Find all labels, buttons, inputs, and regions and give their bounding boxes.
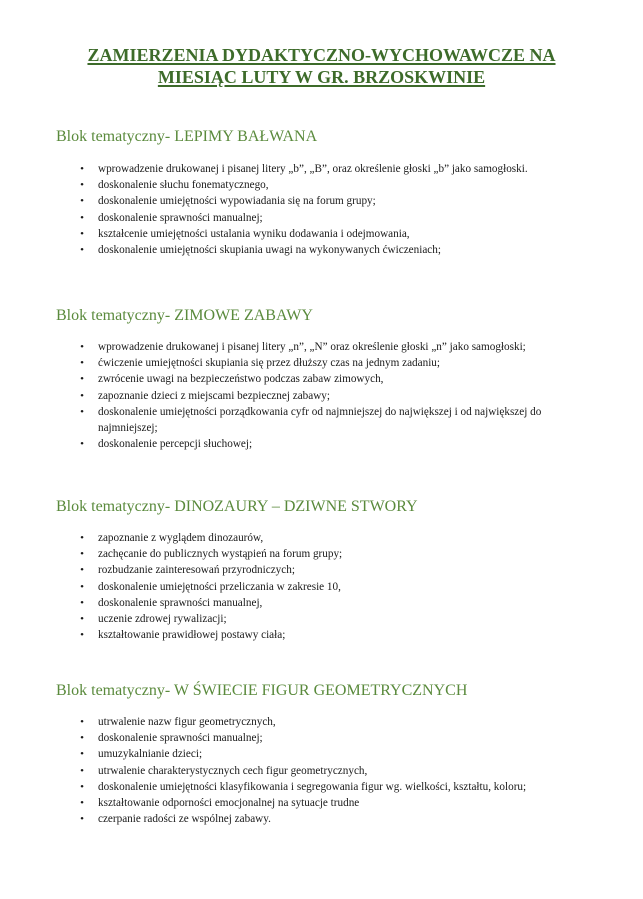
objectives-list: [56, 161, 586, 258]
list-item: [56, 595, 586, 611]
bullet-icon: •: [80, 629, 84, 642]
list-item-text: doskonalenie słuchu fonematycznego,: [98, 179, 269, 192]
list-item-text: utrwalenie charakterystycznych cech figur geometrycznych,: [98, 764, 368, 777]
bullet-icon: •: [80, 357, 84, 370]
bullet-icon: •: [80, 179, 84, 192]
bullet-icon: •: [80, 244, 84, 257]
section-heading: Blok tematyczny- ZIMOWE ZABAWY: [56, 307, 313, 324]
section-figury-geometryczne: [56, 681, 586, 827]
list-item-text: doskonalenie umiejętności porządkowania cyfr od najmniejszej do największej i od największej do najmniejszej;: [98, 405, 542, 435]
objectives-list: [56, 530, 586, 643]
list-item-text: utrwalenie nazw figur geometrycznych,: [98, 716, 276, 728]
list-item-text: uczenie zdrowej rywalizacji;: [98, 613, 227, 626]
list-item-text: doskonalenie umiejętności klasyfikowania i segregowania figur wg. wielkości, kształtu, koloru;: [98, 780, 527, 793]
list-item: [56, 161, 586, 177]
list-item: [56, 779, 586, 795]
list-item: [56, 611, 586, 627]
list-item: [56, 795, 586, 811]
list-item-text: doskonalenie sprawności manualnej;: [98, 211, 263, 224]
list-item-text: czerpanie radości ze wspólnej zabawy.: [98, 813, 271, 826]
page-title: [40, 44, 603, 88]
bullet-icon: •: [80, 780, 84, 793]
bullet-icon: •: [80, 532, 84, 544]
bullet-icon: •: [80, 732, 84, 745]
section-heading: Blok tematyczny- DINOZAURY – DZIWNE STWORY: [56, 498, 418, 515]
list-item: [56, 714, 586, 730]
objectives-list: [56, 339, 586, 452]
title-line-2: MIESIĄC LUTY W GR. BRZOSKWINIE: [157, 67, 486, 87]
list-item: [56, 730, 586, 746]
bullet-icon: •: [80, 596, 84, 609]
bullet-icon: •: [80, 227, 84, 240]
list-item-text: ćwiczenie umiejętności skupiania się przez dłuższy czas na jednym zadaniu;: [98, 357, 441, 370]
list-item-text: zapoznanie z wyglądem dinozaurów,: [98, 532, 264, 544]
list-item-text: zapoznanie dzieci z miejscami bezpiecznej zabawy;: [98, 389, 331, 402]
list-item: [56, 388, 586, 404]
bullet-icon: •: [80, 373, 84, 386]
bullet-icon: •: [80, 748, 84, 761]
section-heading: Blok tematyczny- W ŚWIECIE FIGUR GEOMETRYCZNYCH: [56, 682, 468, 699]
list-item: [56, 355, 586, 371]
section-lepimy-balwana: [56, 127, 586, 258]
list-item: [56, 371, 586, 387]
bullet-icon: •: [80, 580, 84, 593]
list-item: [56, 242, 586, 258]
list-item: [56, 546, 586, 562]
list-item-text: umuzykalnianie dzieci;: [98, 748, 203, 761]
list-item: [56, 210, 586, 226]
list-item: [56, 627, 586, 643]
list-item: [56, 193, 586, 209]
list-item: [56, 562, 586, 578]
list-item: [56, 579, 586, 595]
list-item: [56, 530, 586, 546]
bullet-icon: •: [80, 613, 84, 626]
bullet-icon: •: [80, 764, 84, 777]
bullet-icon: •: [80, 389, 84, 402]
list-item: [56, 177, 586, 193]
bullet-icon: •: [80, 405, 84, 418]
list-item-text: wprowadzenie drukowanej i pisanej litery „b”, „B”, oraz określenie głoski „b” jako samogłoski.: [98, 163, 528, 175]
list-item: [56, 746, 586, 762]
bullet-icon: •: [80, 564, 84, 577]
bullet-icon: •: [80, 797, 84, 810]
list-item-text: kształtowanie odporności emocjonalnej na sytuacje trudne: [98, 797, 360, 810]
bullet-icon: •: [80, 195, 84, 208]
list-item-text: doskonalenie umiejętności przeliczania w zakresie 10,: [98, 580, 341, 593]
bullet-icon: •: [80, 211, 84, 224]
list-item-text: doskonalenie percepcji słuchowej;: [98, 438, 253, 451]
list-item-text: doskonalenie umiejętności skupiania uwagi na wykonywanych ćwiczeniach;: [98, 244, 441, 257]
list-item-text: wprowadzenie drukowanej i pisanej litery „n”, „N” oraz określenie głoski „n” jako samogłoski;: [98, 341, 526, 353]
list-item-text: kształtowanie prawidłowej postawy ciała;: [98, 629, 286, 642]
bullet-icon: •: [80, 716, 84, 728]
bullet-icon: •: [80, 341, 84, 353]
bullet-icon: •: [80, 813, 84, 826]
bullet-icon: •: [80, 163, 84, 175]
list-item-text: zwrócenie uwagi na bezpieczeństwo podczas zabaw zimowych,: [98, 373, 384, 386]
list-item-text: doskonalenie sprawności manualnej;: [98, 732, 263, 745]
list-item-text: doskonalenie umiejętności wypowiadania się na forum grupy;: [98, 195, 376, 208]
list-item-text: zachęcanie do publicznych wystąpień na forum grupy;: [98, 548, 343, 561]
objectives-list: [56, 714, 586, 827]
list-item: [56, 226, 586, 242]
list-item: [56, 404, 586, 436]
list-item-text: doskonalenie sprawności manualnej,: [98, 596, 263, 609]
section-dinozaury: [56, 497, 586, 643]
list-item-text: rozbudzanie zainteresowań przyrodniczych;: [98, 564, 295, 577]
section-zimowe-zabawy: [56, 306, 586, 452]
list-item-text: kształcenie umiejętności ustalania wyniku dodawania i odejmowania,: [98, 227, 410, 240]
bullet-icon: •: [80, 548, 84, 561]
list-item: [56, 811, 586, 827]
title-line-1: ZAMIERZENIA DYDAKTYCZNO-WYCHOWAWCZE NA: [87, 45, 556, 65]
list-item: [56, 436, 586, 452]
list-item: [56, 763, 586, 779]
section-heading: Blok tematyczny- LEPIMY BAŁWANA: [56, 128, 318, 145]
bullet-icon: •: [80, 438, 84, 451]
list-item: [56, 339, 586, 355]
